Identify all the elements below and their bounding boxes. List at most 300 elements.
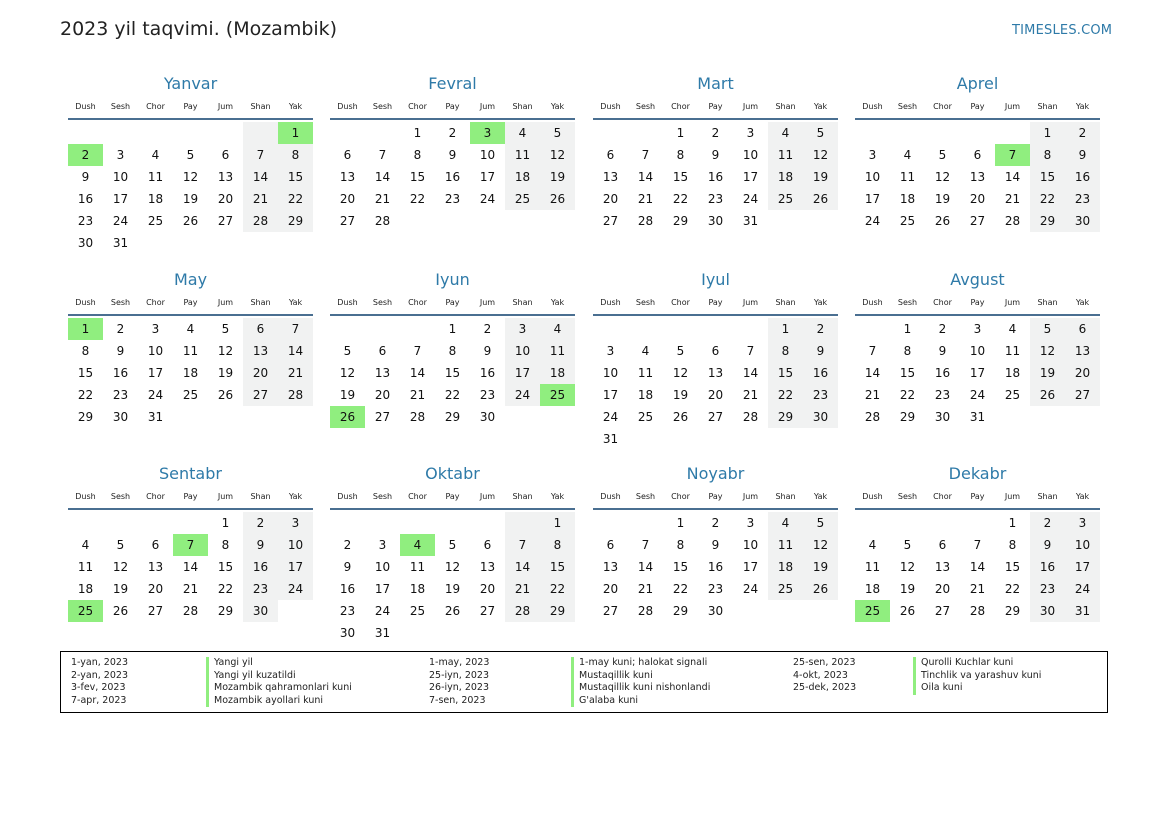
weekday-label: Shan	[250, 492, 271, 501]
day-cell: 1	[676, 126, 685, 140]
day-cell: 19	[112, 582, 129, 596]
weekday-label: Chor	[671, 298, 690, 307]
weekday-label: Shan	[250, 102, 271, 111]
weekday-label: Dush	[337, 492, 358, 501]
day-cell: 22	[77, 388, 94, 402]
weekday-label: Yak	[288, 298, 303, 307]
day-cell: 20	[602, 582, 619, 596]
day-cell: 27	[339, 214, 356, 228]
day-cell: 1	[413, 126, 422, 140]
weekday-label: Pay	[708, 492, 723, 501]
day-cell: 15	[409, 170, 426, 184]
day-empty	[855, 318, 890, 340]
day-cell: 15	[217, 560, 234, 574]
day-cell: 28	[637, 604, 654, 618]
day-cell: 23	[803, 384, 838, 406]
day-empty	[505, 512, 540, 534]
day-cell: 25	[1004, 388, 1021, 402]
weekday-header	[330, 296, 575, 310]
weekday-label: Yak	[813, 102, 828, 111]
day-cell: 13	[479, 560, 496, 574]
day-cell: 17	[374, 582, 391, 596]
day-cell: 20	[479, 582, 496, 596]
weekday-label: Yak	[550, 102, 565, 111]
day-empty	[103, 122, 138, 144]
day-cell: 12	[803, 144, 838, 166]
day-cell: 21	[864, 388, 881, 402]
month-mart	[593, 74, 838, 232]
weekday-label: Jum	[1004, 102, 1021, 111]
day-cell: 25	[637, 410, 654, 424]
day-cell: 7	[243, 144, 278, 166]
weekday-label: Chor	[146, 492, 165, 501]
day-cell: 13	[217, 170, 234, 184]
day-cell: 5	[448, 538, 457, 552]
month-title: Sentabr	[159, 464, 222, 483]
day-empty	[593, 122, 628, 144]
day-cell: 12	[444, 560, 461, 574]
weekday-label: Dush	[600, 492, 621, 501]
day-cell: 26	[803, 578, 838, 600]
day-cell: 14	[374, 170, 391, 184]
day-cell: 22	[672, 192, 689, 206]
day-cell: 29	[899, 410, 916, 424]
day-cell: 7	[505, 534, 540, 556]
day-cell: 5	[803, 122, 838, 144]
day-cell: 15	[768, 362, 803, 384]
weekday-label: Dush	[862, 102, 883, 111]
day-cell: 11	[540, 340, 575, 362]
day-cell: 17	[479, 170, 496, 184]
month-divider	[330, 508, 575, 510]
weekday-label: Sesh	[110, 298, 131, 307]
day-cell: 28	[505, 600, 540, 622]
day-cell: 18	[505, 166, 540, 188]
day-cell: 10	[278, 534, 313, 556]
month-title: Dekabr	[948, 464, 1007, 483]
weekday-label: Pay	[970, 492, 985, 501]
weekday-label: Sesh	[635, 492, 656, 501]
day-empty	[365, 512, 400, 534]
day-empty	[173, 512, 208, 534]
day-cell: 23	[112, 388, 129, 402]
day-cell: 2	[1065, 122, 1100, 144]
day-cell: 15	[278, 166, 313, 188]
day-cell: 20	[339, 192, 356, 206]
day-cell: 12	[112, 560, 129, 574]
weekday-label: Jum	[1004, 492, 1021, 501]
day-cell: 21	[409, 388, 426, 402]
day-cell: 25	[505, 188, 540, 210]
day-cell: 28	[864, 410, 881, 424]
weekday-label: Pay	[970, 102, 985, 111]
day-cell: 15	[540, 556, 575, 578]
day-grid	[593, 512, 838, 622]
legend-holiday-name: Yangi yil kuzatildi	[206, 670, 296, 683]
day-cell: 30	[1065, 210, 1100, 232]
weekday-label: Pay	[445, 298, 460, 307]
weekday-label: Chor	[671, 492, 690, 501]
day-cell: 4	[641, 344, 650, 358]
day-cell: 20	[374, 388, 391, 402]
weekday-label: Chor	[933, 492, 952, 501]
weekday-label: Shan	[1037, 102, 1058, 111]
day-cell: 24	[602, 410, 619, 424]
weekday-label: Dush	[862, 298, 883, 307]
day-cell: 1	[1008, 516, 1017, 530]
day-cell: 3	[278, 512, 313, 534]
day-cell: 12	[540, 144, 575, 166]
day-cell: 10	[742, 148, 759, 162]
day-empty	[925, 122, 960, 144]
day-cell: 12	[217, 344, 234, 358]
weekday-header	[68, 490, 313, 504]
day-cell: 2	[116, 322, 125, 336]
day-cell: 17	[742, 170, 759, 184]
day-cell: 17	[147, 366, 164, 380]
day-cell: 6	[711, 344, 720, 358]
weekday-header	[855, 100, 1100, 114]
day-cell: 12	[899, 560, 916, 574]
day-cell: 18	[864, 582, 881, 596]
month-divider	[593, 508, 838, 510]
day-cell: 24	[742, 192, 759, 206]
day-cell: 27	[969, 214, 986, 228]
weekday-label: Chor	[408, 492, 427, 501]
day-cell: 8	[540, 534, 575, 556]
day-cell: 12	[182, 170, 199, 184]
day-empty	[628, 318, 663, 340]
legend-date: 25-dek, 2023	[793, 682, 857, 693]
day-cell: 29	[444, 410, 461, 424]
weekday-label: Sesh	[372, 102, 393, 111]
day-cell: 16	[707, 170, 724, 184]
weekday-label: Sesh	[372, 298, 393, 307]
day-cell: 30	[1030, 600, 1065, 622]
day-cell: 29	[77, 410, 94, 424]
weekday-label: Jum	[742, 102, 759, 111]
weekday-header	[593, 490, 838, 504]
day-cell: 10	[374, 560, 391, 574]
day-cell: 11	[1004, 344, 1021, 358]
day-cell: 15	[1004, 560, 1021, 574]
day-empty	[330, 122, 365, 144]
month-title: Oktabr	[425, 464, 480, 483]
legend-holiday-name: Mozambik ayollari kuni	[206, 695, 323, 708]
day-cell: 24	[505, 384, 540, 406]
day-cell: 10	[742, 538, 759, 552]
day-cell: 3	[868, 148, 877, 162]
day-cell: 11	[899, 170, 916, 184]
day-grid	[330, 318, 575, 428]
day-cell: 27	[147, 604, 164, 618]
day-cell: 15	[1030, 166, 1065, 188]
day-cell: 16	[803, 362, 838, 384]
day-cell: 21	[182, 582, 199, 596]
day-cell: 30	[934, 410, 951, 424]
weekday-label: Yak	[288, 102, 303, 111]
day-cell: 15	[899, 366, 916, 380]
day-cell: 21	[637, 582, 654, 596]
day-empty	[330, 318, 365, 340]
holiday-legend	[60, 651, 1108, 713]
month-fevral	[330, 74, 575, 232]
month-title: Mart	[697, 74, 734, 93]
day-grid	[68, 122, 313, 254]
day-cell: 9	[1065, 144, 1100, 166]
day-cell: 19	[899, 582, 916, 596]
day-cell: 29	[672, 214, 689, 228]
day-cell: 22	[278, 188, 313, 210]
day-cell: 23	[77, 214, 94, 228]
month-title: Fevral	[428, 74, 477, 93]
day-cell: 21	[505, 578, 540, 600]
month-divider	[855, 314, 1100, 316]
legend-date: 2-yan, 2023	[71, 669, 128, 681]
month-oktabr	[330, 464, 575, 644]
day-cell: 18	[147, 192, 164, 206]
legend-holiday-name: 1-may kuni; halokat signali	[571, 657, 707, 670]
day-cell: 24	[374, 604, 391, 618]
weekday-label: Chor	[408, 102, 427, 111]
day-cell: 30	[243, 600, 278, 622]
legend-holiday-name: Mustaqillik kuni	[571, 670, 653, 683]
day-cell: 22	[1004, 582, 1021, 596]
day-cell: 23	[707, 192, 724, 206]
legend-date: 25-sen, 2023	[793, 657, 856, 668]
day-cell: 18	[637, 388, 654, 402]
day-cell: 22	[409, 192, 426, 206]
day-cell: 31	[147, 410, 164, 424]
day-empty	[68, 122, 103, 144]
day-cell: 2	[803, 318, 838, 340]
month-aprel	[855, 74, 1100, 232]
weekday-label: Jum	[742, 298, 759, 307]
day-cell: 2	[448, 126, 457, 140]
legend-date: 1-yan, 2023	[71, 657, 128, 668]
day-empty	[243, 122, 278, 144]
day-empty	[663, 318, 698, 340]
day-holiday: 3	[470, 122, 505, 144]
weekday-label: Yak	[813, 492, 828, 501]
weekday-header	[593, 296, 838, 310]
day-cell: 2	[938, 322, 947, 336]
day-cell: 25	[147, 214, 164, 228]
day-cell: 11	[505, 144, 540, 166]
day-cell: 12	[1030, 340, 1065, 362]
day-cell: 25	[768, 188, 803, 210]
weekday-label: Pay	[708, 102, 723, 111]
legend-holiday-name: Mozambik qahramonlari kuni	[206, 682, 352, 695]
legend-date: 7-sen, 2023	[429, 694, 486, 706]
day-cell: 21	[278, 362, 313, 384]
day-cell: 16	[112, 366, 129, 380]
day-cell: 17	[505, 362, 540, 384]
weekday-label: Dush	[862, 492, 883, 501]
day-cell: 23	[444, 192, 461, 206]
day-cell: 14	[742, 366, 759, 380]
day-cell: 21	[243, 188, 278, 210]
month-divider	[330, 314, 575, 316]
day-cell: 11	[768, 534, 803, 556]
legend-holiday-name: Tinchlik va yarashuv kuni	[913, 670, 1041, 683]
legend-holiday-name: Mustaqillik kuni nishonlandi	[571, 682, 710, 695]
month-divider	[68, 118, 313, 120]
day-cell: 19	[803, 556, 838, 578]
month-title: Yanvar	[163, 74, 218, 93]
day-empty	[733, 318, 768, 340]
day-cell: 20	[147, 582, 164, 596]
day-cell: 6	[973, 148, 982, 162]
weekday-label: Pay	[183, 298, 198, 307]
day-cell: 28	[637, 214, 654, 228]
day-cell: 29	[217, 604, 234, 618]
month-dekabr	[855, 464, 1100, 622]
day-cell: 6	[606, 538, 615, 552]
day-cell: 14	[409, 366, 426, 380]
day-cell: 4	[768, 122, 803, 144]
day-cell: 7	[378, 148, 387, 162]
day-cell: 6	[151, 538, 160, 552]
day-cell: 26	[217, 388, 234, 402]
day-cell: 12	[339, 366, 356, 380]
day-cell: 8	[768, 340, 803, 362]
day-cell: 5	[221, 322, 230, 336]
day-empty	[628, 122, 663, 144]
day-cell: 5	[1030, 318, 1065, 340]
weekday-label: Jum	[742, 492, 759, 501]
weekday-label: Sesh	[110, 492, 131, 501]
day-cell: 6	[243, 318, 278, 340]
day-cell: 13	[602, 170, 619, 184]
day-cell: 19	[217, 366, 234, 380]
day-cell: 11	[637, 366, 654, 380]
day-cell: 31	[969, 410, 986, 424]
day-grid	[593, 122, 838, 232]
day-cell: 19	[672, 388, 689, 402]
day-empty	[173, 122, 208, 144]
day-cell: 11	[409, 560, 426, 574]
day-empty	[365, 122, 400, 144]
day-cell: 1	[448, 322, 457, 336]
day-empty	[698, 318, 733, 340]
day-empty	[470, 512, 505, 534]
day-cell: 19	[339, 388, 356, 402]
day-cell: 3	[606, 344, 615, 358]
day-empty	[628, 512, 663, 534]
day-cell: 14	[505, 556, 540, 578]
day-cell: 30	[77, 236, 94, 250]
month-title: Iyun	[435, 270, 470, 289]
day-cell: 4	[868, 538, 877, 552]
day-cell: 14	[637, 170, 654, 184]
day-empty	[925, 512, 960, 534]
weekday-label: Pay	[970, 298, 985, 307]
month-title: May	[173, 270, 208, 289]
day-cell: 30	[479, 410, 496, 424]
day-cell: 10	[147, 344, 164, 358]
day-holiday: 7	[995, 144, 1030, 166]
day-cell: 30	[339, 626, 356, 640]
day-cell: 16	[1065, 166, 1100, 188]
day-cell: 14	[864, 366, 881, 380]
legend-holiday-name: Qurolli Kuchlar kuni	[913, 657, 1013, 670]
day-cell: 26	[899, 604, 916, 618]
day-empty	[435, 512, 470, 534]
weekday-label: Dush	[75, 492, 96, 501]
site-link[interactable]: TIMESLES.COM	[1012, 23, 1113, 38]
day-cell: 28	[278, 384, 313, 406]
month-divider	[855, 508, 1100, 510]
day-grid	[855, 318, 1100, 428]
month-iyun	[330, 270, 575, 428]
legend-date: 3-fev, 2023	[71, 682, 126, 693]
weekday-label: Yak	[1075, 102, 1090, 111]
day-cell: 21	[374, 192, 391, 206]
weekday-label: Yak	[288, 492, 303, 501]
day-cell: 16	[77, 192, 94, 206]
weekday-header	[855, 490, 1100, 504]
day-cell: 6	[221, 148, 230, 162]
weekday-label: Chor	[933, 298, 952, 307]
day-cell: 4	[1008, 322, 1017, 336]
day-cell: 18	[1004, 366, 1021, 380]
day-cell: 17	[1065, 556, 1100, 578]
month-divider	[593, 118, 838, 120]
day-empty	[400, 512, 435, 534]
day-cell: 16	[444, 170, 461, 184]
day-cell: 23	[479, 388, 496, 402]
day-cell: 20	[243, 362, 278, 384]
month-yanvar	[68, 74, 313, 254]
day-empty	[855, 512, 890, 534]
day-grid	[593, 318, 838, 450]
day-cell: 16	[707, 560, 724, 574]
day-cell: 22	[672, 582, 689, 596]
legend-holiday-name: Oila kuni	[913, 682, 963, 695]
day-cell: 30	[707, 214, 724, 228]
day-cell: 10	[864, 170, 881, 184]
day-cell: 3	[1065, 512, 1100, 534]
day-cell: 26	[112, 604, 129, 618]
weekday-header	[330, 490, 575, 504]
day-cell: 15	[672, 170, 689, 184]
day-cell: 13	[1065, 340, 1100, 362]
day-cell: 18	[182, 366, 199, 380]
weekday-label: Shan	[512, 102, 533, 111]
day-cell: 2	[343, 538, 352, 552]
day-cell: 11	[864, 560, 881, 574]
day-cell: 5	[938, 148, 947, 162]
day-cell: 4	[768, 512, 803, 534]
day-cell: 27	[479, 604, 496, 618]
day-cell: 28	[969, 604, 986, 618]
day-cell: 4	[505, 122, 540, 144]
day-cell: 10	[112, 170, 129, 184]
day-cell: 2	[1030, 512, 1065, 534]
day-cell: 19	[540, 166, 575, 188]
day-cell: 1	[676, 516, 685, 530]
month-divider	[68, 508, 313, 510]
day-cell: 31	[742, 214, 759, 228]
day-cell: 30	[707, 604, 724, 618]
day-cell: 5	[676, 344, 685, 358]
day-cell: 1	[903, 322, 912, 336]
day-cell: 27	[602, 214, 619, 228]
day-cell: 20	[934, 582, 951, 596]
weekday-label: Jum	[479, 492, 496, 501]
page-title: 2023 yil taqvimi. (Mozambik)	[60, 18, 338, 40]
